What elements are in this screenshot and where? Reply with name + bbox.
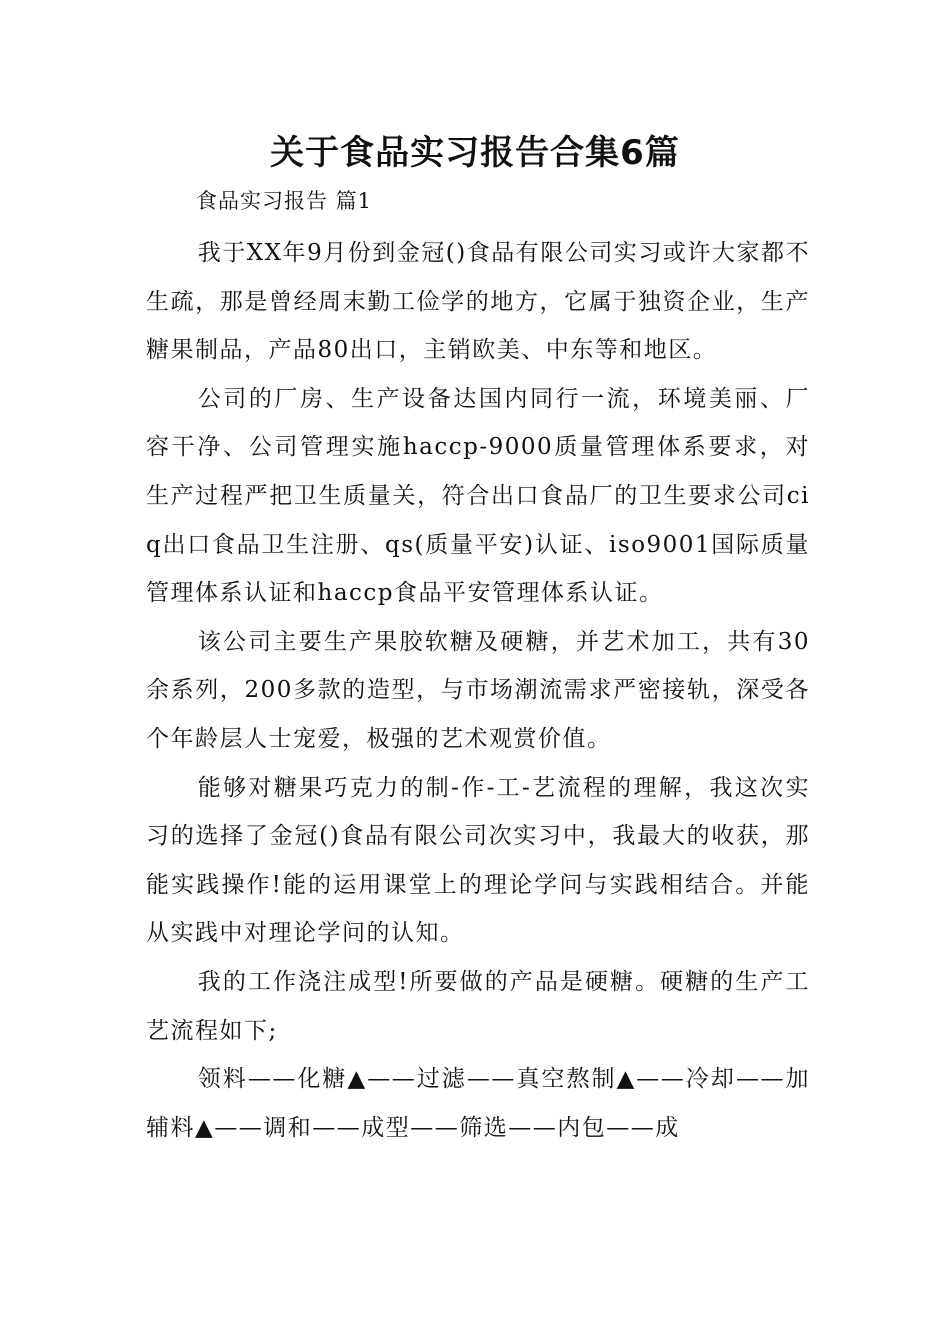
paragraph: 我于XX年9月份到金冠()食品有限公司实习或许大家都不生疏，那是曾经周末勤工俭学的地方，它属于独资企业，生产糖果制品，产品80出口，主销欧美、中东等和地区。 bbox=[146, 240, 810, 364]
document-body bbox=[146, 229, 810, 1152]
paragraph: 该公司主要生产果胶软糖及硬糖，并艺术加工，共有30余系列，200多款的造型，与市场潮流需求严密接轨，深受各个年龄层人士宠爱，极强的艺术观赏价值。 bbox=[146, 628, 810, 752]
paragraph: 公司的厂房、生产设备达国内同行一流，环境美丽、厂容干净、公司管理实施haccp-9000质量管理体系要求，对生产过程严把卫生质量关，符合出口食品厂的卫生要求公司ciq出口食品卫生注册、qs(质量平安)认证、iso9001国际质量管理体系认证和haccp食品平安管理体系认证。 bbox=[146, 385, 810, 607]
section-heading: 食品实习报告 篇1 bbox=[196, 189, 373, 213]
paragraph: 领料——化糖▲——过滤——真空熬制▲——冷却——加辅料▲——调和——成型——筛选——内包——成 bbox=[146, 1066, 810, 1141]
document-title: 关于食品实习报告合集6篇 bbox=[270, 133, 680, 173]
paragraph: 我的工作浇注成型!所要做的产品是硬糖。硬糖的生产工艺流程如下; bbox=[146, 968, 810, 1044]
paragraph: 能够对糖果巧克力的制-作-工-艺流程的理解，我这次实习的选择了金冠()食品有限公司次实习中，我最大的收获，那能实践操作!能的运用课堂上的理论学问与实践相结合。并能从实践中对理论学问的认知。 bbox=[146, 774, 810, 947]
